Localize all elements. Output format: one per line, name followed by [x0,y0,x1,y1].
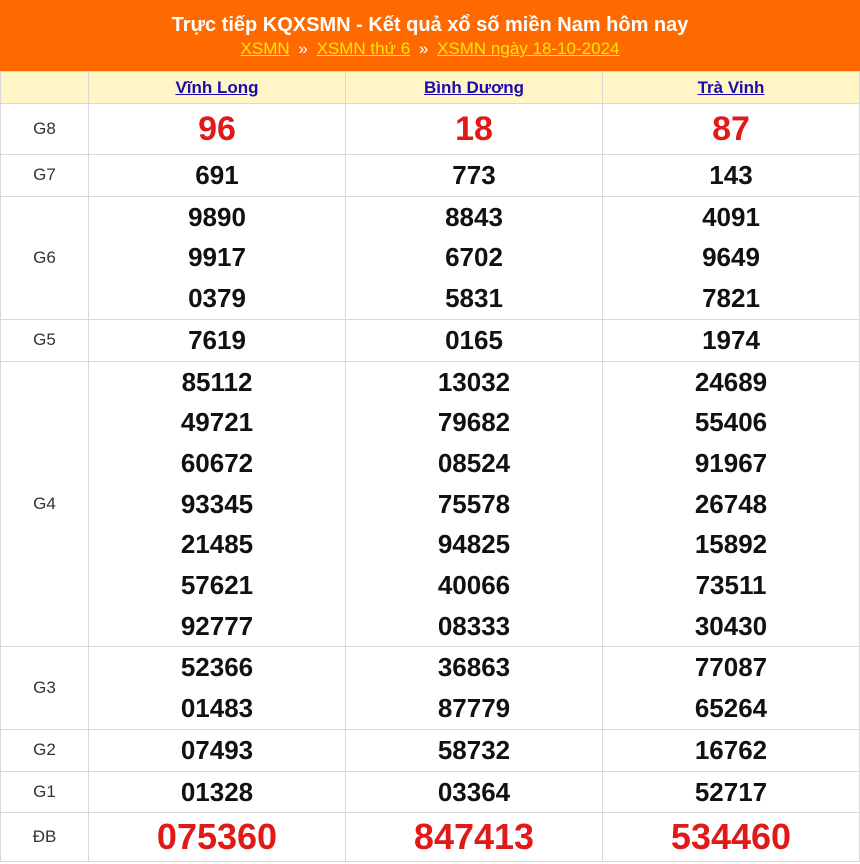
prize-cell [89,104,346,155]
prize-rows [1,104,860,862]
lottery-number: 08333 [437,610,511,641]
lottery-number: 36863 [437,652,511,683]
lottery-number: 03364 [437,776,511,807]
prize-cell [346,813,603,862]
lottery-number: 55406 [694,407,768,438]
lottery-number: 93345 [180,488,254,519]
lottery-number: 26748 [694,488,768,519]
lottery-number: 58732 [437,734,511,765]
lottery-number: 87 [712,110,750,148]
lottery-number: 73511 [695,570,767,601]
lottery-number: 7821 [702,283,760,314]
prize-cell [603,729,860,771]
lottery-number: 52366 [180,652,254,683]
lottery-number: 18 [455,110,493,148]
prize-cell [603,155,860,197]
lottery-number: 0379 [188,283,246,314]
prize-cell [603,196,860,319]
lottery-number: 01483 [180,693,254,724]
lottery-number: 21485 [180,529,254,560]
breadcrumb-separator: » [418,39,429,58]
lottery-number: 15892 [694,529,768,560]
prize-cell [89,729,346,771]
province-header [603,72,860,104]
lottery-number: 01328 [180,776,254,807]
prize-row [1,104,860,155]
prize-cell [89,196,346,319]
prize-cell [346,647,603,729]
prize-label: G5 [1,319,89,361]
lottery-number: 79682 [437,407,511,438]
lottery-number: 52717 [694,776,768,807]
prize-cell [603,104,860,155]
prize-row [1,196,860,319]
lottery-number: 16762 [694,734,768,765]
prize-cell [346,729,603,771]
prize-label: G2 [1,729,89,771]
lottery-number: 9917 [188,242,246,273]
page-title: Trực tiếp KQXSMN - Kết quả xổ số miền Nam hôm nay [171,14,689,36]
lottery-number: 691 [195,160,239,190]
lottery-number: 49721 [180,407,254,438]
lottery-number: 30430 [694,610,768,641]
province-link-binh-duong[interactable]: Bình Dương [424,77,524,97]
prize-cell [346,319,603,361]
lottery-number: 6702 [445,242,503,273]
lottery-number: 847413 [413,816,535,858]
lottery-number: 60672 [180,447,254,478]
lottery-number: 57621 [180,570,254,601]
lottery-number: 5831 [445,283,503,314]
prize-row [1,813,860,862]
lottery-number: 9890 [188,201,246,232]
prize-cell [346,196,603,319]
prize-cell [603,319,860,361]
province-header [346,72,603,104]
prize-cell [603,361,860,647]
breadcrumb-link-xsmn[interactable]: XSMN [240,39,290,58]
lottery-number: 773 [452,160,496,190]
results-header [0,0,860,71]
prize-cell [603,771,860,813]
prize-cell [89,771,346,813]
lottery-number: 0165 [445,324,503,355]
results-table [0,71,860,862]
prize-label: G3 [1,647,89,729]
prize-cell [89,361,346,647]
lottery-number: 4091 [702,201,760,232]
province-header [89,72,346,104]
lottery-number: 91967 [694,447,768,478]
lottery-number: 143 [709,160,753,190]
lottery-number: 7619 [188,324,246,355]
lottery-number: 08524 [437,447,511,478]
province-header-row [1,72,860,104]
lottery-number: 92777 [180,610,254,641]
prize-row [1,729,860,771]
breadcrumb-link-xsmn-friday[interactable]: XSMN thứ 6 [316,39,411,58]
prize-label: G4 [1,361,89,647]
lottery-number: 075360 [156,816,278,858]
prize-cell [89,813,346,862]
breadcrumb-link-xsmn-date[interactable]: XSMN ngày 18-10-2024 [437,39,620,58]
lottery-number: 534460 [670,816,792,858]
breadcrumb-separator: » [298,39,308,58]
prize-cell [603,813,860,862]
prize-cell [346,361,603,647]
lottery-number: 24689 [694,366,768,397]
lottery-number: 1974 [702,324,760,355]
lottery-number: 75578 [437,488,511,519]
lottery-number: 07493 [180,734,254,765]
prize-cell [346,155,603,197]
lottery-number: 87779 [437,693,511,724]
prize-row [1,361,860,647]
prize-cell [603,647,860,729]
prize-column-header [1,72,89,104]
prize-cell [89,319,346,361]
prize-cell [89,647,346,729]
prize-cell [346,104,603,155]
prize-cell [89,155,346,197]
prize-row [1,647,860,729]
prize-label: G1 [1,771,89,813]
province-link-vinh-long[interactable]: Vĩnh Long [175,77,259,97]
prize-label: G7 [1,155,89,197]
lottery-number: 13032 [437,366,511,397]
lottery-number: 85112 [181,366,253,397]
prize-label: ĐB [1,813,89,862]
lottery-number: 65264 [694,693,768,724]
prize-row [1,155,860,197]
lottery-number: 94825 [437,529,511,560]
lottery-number: 9649 [702,242,760,273]
breadcrumb [0,37,860,61]
prize-row [1,771,860,813]
lottery-number: 8843 [445,201,503,232]
lottery-number: 96 [198,110,236,148]
prize-row [1,319,860,361]
prize-label: G6 [1,196,89,319]
province-link-tra-vinh[interactable]: Trà Vinh [697,77,765,97]
lottery-number: 77087 [694,652,768,683]
prize-cell [346,771,603,813]
prize-label: G8 [1,104,89,155]
lottery-number: 40066 [437,570,511,601]
